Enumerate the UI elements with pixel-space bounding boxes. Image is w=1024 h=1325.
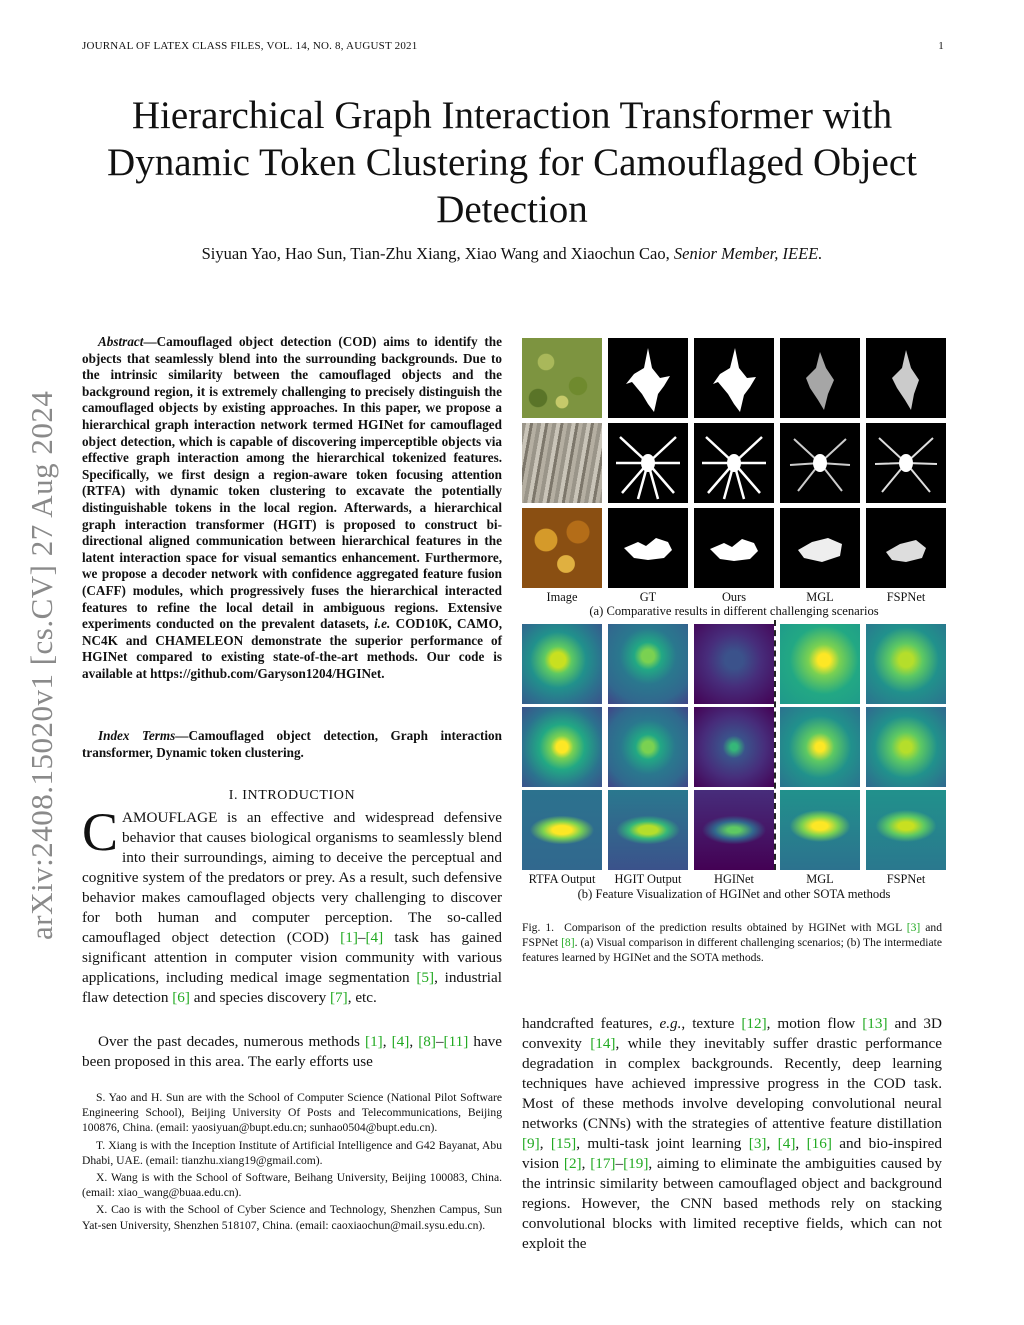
caption-text: and FSPNet bbox=[522, 921, 943, 949]
feature-map bbox=[608, 707, 688, 787]
paper-title: Hierarchical Graph Interaction Transformer with Dynamic Token Clustering for Camouflaged Object Detection bbox=[107, 94, 917, 231]
intro-text: Over the past decades, numerous methods bbox=[98, 1033, 366, 1050]
citation[interactable]: [15] bbox=[550, 1135, 577, 1152]
feature-map bbox=[608, 624, 688, 704]
cite-separator: , bbox=[766, 1135, 778, 1152]
abstract-text: Camouflaged object detection (COD) aims to identify the objects that seamlessly blend into the surrounding backgrounds. Due to the intrinsic similarity between the camouflaged objects and the background region, it is extremely challenging to precisely distinguish the camouflaged objects by existing approaches. In this paper, we propose a hierarchical graph interaction network termed HGINet for camouflaged object detection, which is capable of discovering imperceptible objects via effective graph interaction among the hierarchical tokenized features. Specifically, we first design a region-aware token focusing attention (RTFA) with dynamic token clustering to excavate the potentially distinguishable tokens in the local region. Afterwards, a hierarchical graph interaction transformer (HGIT) is proposed to construct bi-directional aligned communication between hierarchical features in the latent interaction space for visual semantics enhancement. Furthermore, we propose a decoder network with confidence aggregated feature fusion (CAFF) modules, which progressively fuses the hierarchical interacted features to refine the local detail in ambiguous regions. Extensive experiments conducted on the prevalent datasets, bbox=[82, 334, 502, 632]
fspnet-mask bbox=[866, 423, 946, 503]
feature-map bbox=[522, 707, 602, 787]
intro-text: task has gained significant attention in computer vision community with various applications, including medical image segmentation bbox=[82, 929, 502, 986]
feature-map bbox=[866, 707, 946, 787]
feature-map bbox=[522, 624, 602, 704]
citation[interactable]: [16] bbox=[806, 1135, 832, 1152]
label-fspnet: FSPNet bbox=[886, 590, 926, 604]
figure-row-b1 bbox=[522, 624, 946, 704]
index-terms-text: Camouflaged object detection, Graph interaction transformer, Dynamic token clustering. bbox=[82, 728, 502, 760]
body-text: handcrafted features, bbox=[522, 1015, 660, 1032]
arxiv-stamp: arXiv:2408.15020v1 [cs.CV] 27 Aug 2024 bbox=[24, 390, 59, 940]
feature-map bbox=[780, 624, 860, 704]
label-fspnet: FSPNet bbox=[886, 872, 926, 886]
feature-map bbox=[694, 707, 774, 787]
intro-text: , etc. bbox=[347, 989, 377, 1006]
cite-separator: , bbox=[581, 1155, 591, 1172]
citation[interactable]: [4] bbox=[777, 1135, 796, 1152]
feature-map bbox=[608, 790, 688, 870]
citation[interactable]: [1] bbox=[340, 929, 358, 946]
figure-labels-a bbox=[522, 590, 946, 605]
gt-mask bbox=[608, 508, 688, 588]
caption-text: . (a) Visual comparison in different challenging scenarios; (b) The intermediate features learned by HGINet and the SOTA methods. bbox=[522, 936, 943, 964]
citation[interactable]: [7] bbox=[330, 989, 348, 1006]
index-terms-label: Index Terms bbox=[98, 728, 176, 743]
citation[interactable]: [5] bbox=[416, 969, 435, 986]
cite-separator: – bbox=[615, 1155, 624, 1172]
image-thumb bbox=[522, 508, 602, 588]
figure-caption bbox=[522, 920, 942, 965]
mgl-mask bbox=[780, 338, 860, 418]
page-number: 1 bbox=[938, 40, 944, 52]
label-rtfa: RTFA Output bbox=[528, 872, 596, 886]
subcaption-b: (b) Feature Visualization of HGINet and other SOTA methods bbox=[577, 887, 891, 901]
label-ours: Ours bbox=[721, 590, 747, 604]
abstract-ie: i.e. bbox=[374, 616, 391, 632]
label-mgl: MGL bbox=[806, 590, 834, 604]
image-thumb bbox=[522, 338, 602, 418]
citation[interactable]: [12] bbox=[741, 1015, 767, 1032]
ours-mask bbox=[694, 423, 774, 503]
intro-text: have been proposed in this area. The early efforts use bbox=[82, 1033, 503, 1070]
running-header bbox=[82, 40, 944, 52]
citation[interactable]: [2] bbox=[563, 1155, 582, 1172]
cite-separator: – bbox=[357, 929, 366, 946]
footnote: S. Yao and H. Sun are with the School of Computer Science (National Pilot Software Engineering School), Beijing University Of Posts and Telecommunications, Beijing 100876, China. (email: yaosiyuan@bupt.edu.cn; sunhao0504@bupt.edu.cn). bbox=[82, 1091, 502, 1135]
figure-row-a1 bbox=[522, 338, 946, 418]
body-text: and bio-inspired vision bbox=[522, 1135, 942, 1172]
citation[interactable]: [4] bbox=[391, 1033, 410, 1050]
abstract-label: Abstract bbox=[98, 334, 144, 349]
cite-separator: , bbox=[382, 1033, 392, 1050]
author-list bbox=[60, 244, 964, 264]
citation[interactable]: [3] bbox=[906, 921, 921, 934]
cite-separator: , bbox=[409, 1033, 419, 1050]
cite-separator: , bbox=[539, 1135, 551, 1152]
figure-row-a2 bbox=[522, 423, 946, 503]
feature-map bbox=[694, 790, 774, 870]
cite-separator: – bbox=[435, 1033, 444, 1050]
feature-map bbox=[866, 790, 946, 870]
citation[interactable]: [1] bbox=[365, 1033, 383, 1050]
mgl-mask bbox=[780, 423, 860, 503]
subcaption-a: (a) Comparative results in different challenging scenarios bbox=[589, 604, 879, 618]
ours-mask bbox=[694, 508, 774, 588]
figure-row-b2 bbox=[522, 707, 946, 787]
caption-text: Comparison of the prediction results obtained by HGINet with MGL bbox=[564, 921, 907, 934]
feature-map bbox=[866, 624, 946, 704]
citation[interactable]: [9] bbox=[522, 1135, 540, 1152]
footnote: X. Cao is with the School of Cyber Science and Technology, Shenzhen Campus, Sun Yat-sen University, Shenzhen 518107, China. (email: caoxiaochun@mail.sysu.edu.cn). bbox=[82, 1203, 502, 1232]
intro-text: AMOUFLAGE is an effective and widespread defensive behavior that causes biological organisms to seamlessly blend into their surroundings, aiming to deceive the perceptual and cognitive system of the predators or prey. As a result, such defensive behavior makes camouflaged objects very challenging to discover for both human and computer perception. The so-called camouflaged object detection (COD) bbox=[82, 809, 502, 946]
label-mgl: MGL bbox=[806, 872, 834, 886]
figure-row-b3 bbox=[522, 790, 946, 870]
right-column-text bbox=[522, 1014, 942, 1254]
abstract-text-2: COD10K, CAMO, NC4K and CHAMELEON demonstrate the superior performance of HGINet compared to existing state-of-the-art methods. Our code is available at https://github.com/Garyson1204/HGINet. bbox=[82, 616, 502, 681]
footnote: X. Wang is with the School of Software, Beihang University, Beijing 100083, China. (email: xiao_wang@buaa.edu.cn). bbox=[82, 1171, 502, 1200]
fspnet-mask bbox=[866, 508, 946, 588]
authors-note: Senior Member, IEEE. bbox=[673, 244, 823, 263]
feature-map bbox=[780, 790, 860, 870]
body-text: and 3D convexity bbox=[522, 1015, 942, 1052]
citation[interactable]: [8] bbox=[418, 1033, 436, 1050]
cite-separator: , bbox=[795, 1135, 807, 1152]
citation[interactable]: [13] bbox=[862, 1015, 888, 1032]
feature-map bbox=[694, 624, 774, 704]
ours-mask bbox=[694, 338, 774, 418]
label-hginet: HGINet bbox=[714, 872, 754, 886]
figure-labels-b bbox=[522, 872, 946, 887]
figure-row-a3 bbox=[522, 508, 946, 588]
intro-text: and species discovery bbox=[189, 989, 330, 1006]
body-text: , texture bbox=[681, 1015, 742, 1032]
mgl-mask bbox=[780, 508, 860, 588]
citation[interactable]: [8] bbox=[561, 936, 575, 949]
intro-text: , industrial flaw detection bbox=[82, 969, 502, 1006]
intro-paragraph-1 bbox=[82, 802, 502, 1008]
feature-map bbox=[522, 790, 602, 870]
author-footnotes bbox=[82, 1090, 502, 1235]
caption-label: Fig. 1. bbox=[522, 921, 555, 934]
label-image: Image bbox=[546, 590, 578, 604]
citation[interactable]: [17] bbox=[590, 1155, 616, 1172]
image-thumb bbox=[522, 423, 602, 503]
abstract: Abstract—Camouflaged object detection (COD) aims to identify the objects that seamlessly blend into the surrounding backgrounds. Due to the intrinsic similarity between the camouflaged objects and the background region, it is extremely challenging to precisely distinguish the camouflaged objects by existing approaches. In this paper, we propose a hierarchical graph interaction network termed HGINet for camouflaged object detection, which is capable of discovering imperceptible objects via effective graph interaction among the hierarchical tokenized features. Specifically, we first design a region-aware token focusing attention (RTFA) with dynamic token clustering to excavate the potentially distinguishable tokens in the local region. Afterwards, a hierarchical graph interaction transformer (HGIT) is proposed to construct bi-directional aligned communication between hierarchical features in the latent interaction space for visual semantics enhancement. Furthermore, we propose a decoder network with confidence aggregated feature fusion (CAFF) modules, which progressively fuses the hierarchical interacted features to refine the local detail in ambiguous regions. Extensive experiments conducted on the prevalent datasets, i.e. COD10K, CAMO, NC4K and CHAMELEON demonstrate the superior performance of HGINet compared to existing state-of-the-art methods. Our code is available at https://github.com/Garyson1204/HGINet. bbox=[82, 334, 502, 681]
body-text: , while they inevitably suffer drastic performance degradation in complex backgrounds. Recently, deep learning techniques have achieved impressive progress in the COD task. Most of these methods involve developing convolutional neural networks (CNNs) with the strategies of attentive feature distillation bbox=[522, 1035, 943, 1132]
section-heading: I. INTRODUCTION bbox=[228, 788, 356, 803]
fspnet-mask bbox=[866, 338, 946, 418]
body-text: , multi-task joint learning bbox=[576, 1135, 749, 1152]
index-terms: Index Terms—Camouflaged object detection, Graph interaction transformer, Dynamic token clustering. bbox=[82, 728, 502, 760]
figure-divider bbox=[774, 620, 776, 870]
body-text: , aiming to eliminate the ambiguities caused by the intrinsic similarity between camouflaged object and background regions. However, the CNN based methods rely on stacking convolutional blocks with limited receptive fields, which can not exploit the bbox=[522, 1155, 942, 1252]
gt-mask bbox=[608, 338, 688, 418]
label-hgit: HGIT Output bbox=[614, 872, 682, 886]
authors: Siyuan Yao, Hao Sun, Tian-Zhu Xiang, Xiao Wang and Xiaochun Cao, bbox=[201, 244, 670, 263]
body-text: , motion flow bbox=[766, 1015, 863, 1032]
drop-cap: C bbox=[82, 802, 119, 862]
citation[interactable]: [4] bbox=[365, 929, 384, 946]
feature-map bbox=[780, 707, 860, 787]
label-gt: GT bbox=[639, 590, 657, 604]
footnote: T. Xiang is with the Inception Institute of Artificial Intelligence and G42 Bayanat, Abu Dhabi, UAE. (email: tianzhu.xiang19@gmail.com). bbox=[82, 1138, 502, 1167]
citation[interactable]: [3] bbox=[748, 1135, 767, 1152]
gt-mask bbox=[608, 423, 688, 503]
citation[interactable]: [11] bbox=[443, 1033, 469, 1050]
intro-paragraph-2 bbox=[82, 1032, 502, 1072]
journal-name: JOURNAL OF LATEX CLASS FILES, VOL. 14, NO. 8, AUGUST 2021 bbox=[82, 40, 418, 52]
citation[interactable]: [14] bbox=[590, 1035, 616, 1052]
body-eg: e.g. bbox=[659, 1015, 682, 1032]
citation[interactable]: [6] bbox=[172, 989, 190, 1006]
citation[interactable]: [19] bbox=[623, 1155, 649, 1172]
